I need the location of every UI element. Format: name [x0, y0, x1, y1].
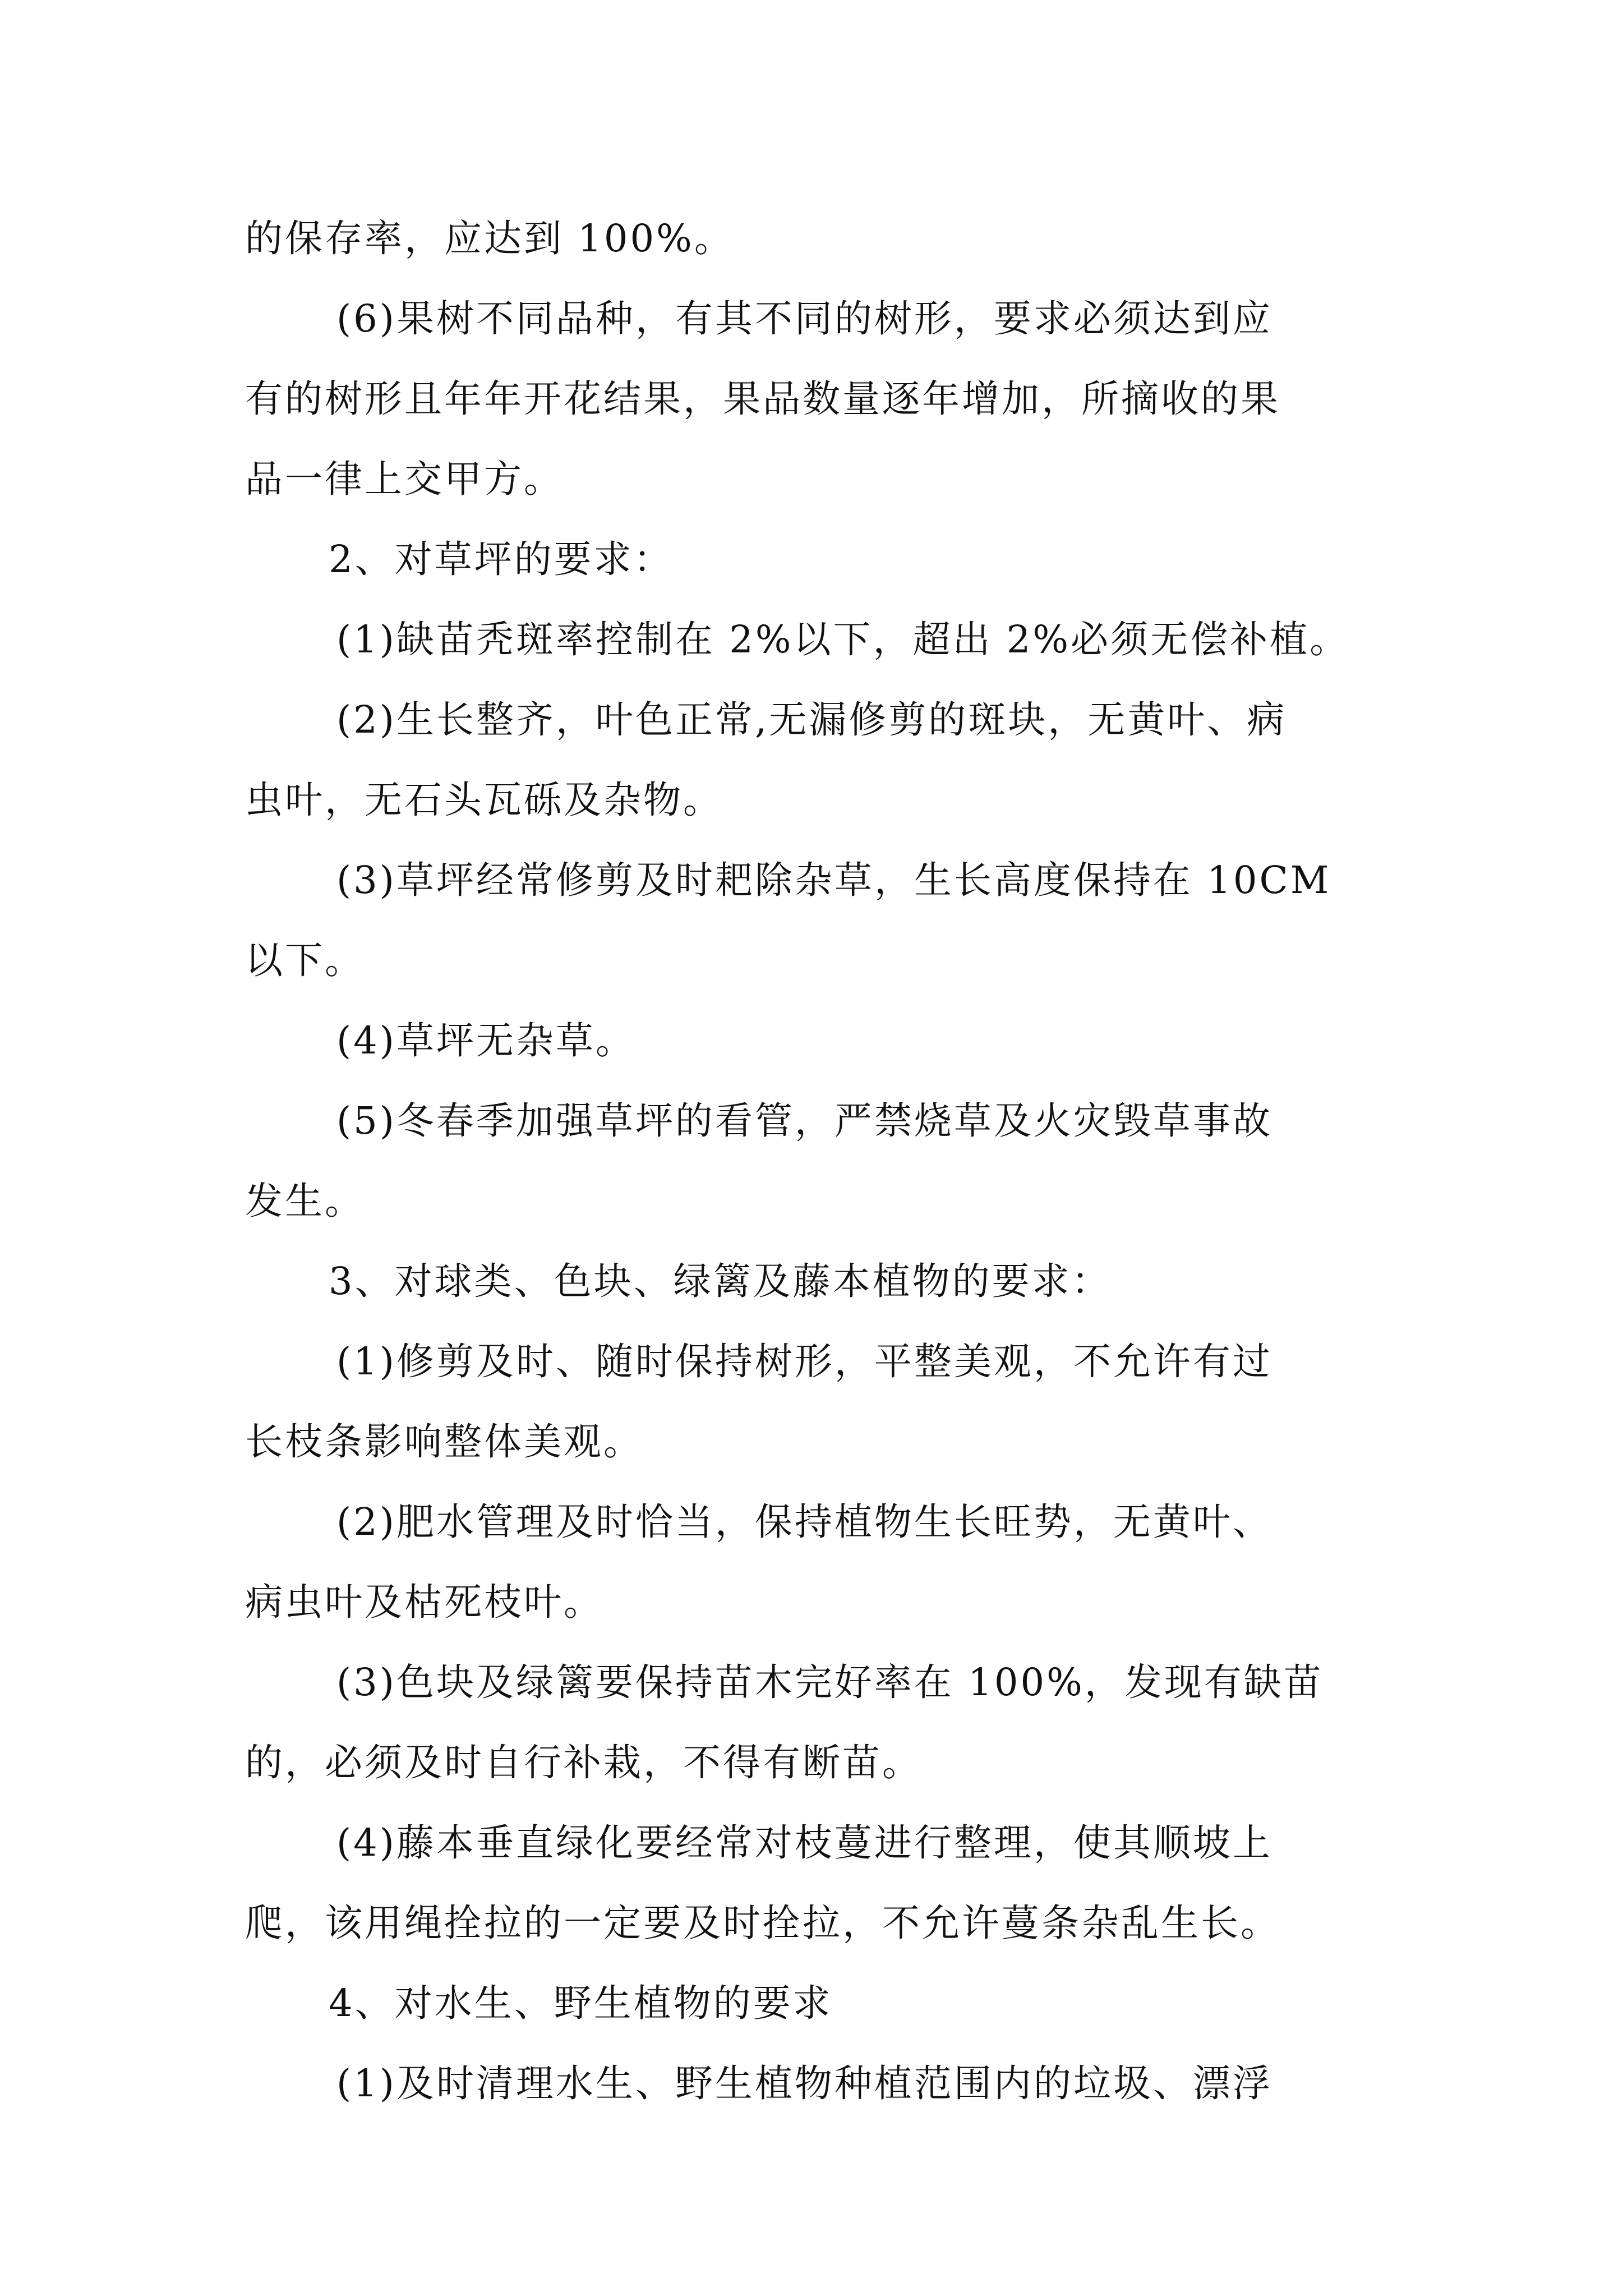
paragraph-line: (6)果树不同品种，有其不同的树形，要求必须达到应 — [336, 297, 1272, 341]
text-line: 以下。 — [245, 938, 365, 982]
paragraph-line: (3)草坪经常修剪及时耙除杂草，生长高度保持在 10CM — [336, 858, 1331, 902]
text-line: 病虫叶及枯死枝叶。 — [245, 1580, 603, 1624]
section-heading: 3、对球类、色块、绿篱及藤本植物的要求： — [329, 1259, 1112, 1303]
paragraph-line: (1)缺苗秃斑率控制在 2%以下，超出 2%必须无偿补植。 — [336, 618, 1350, 661]
text-line: 长枝条影响整体美观。 — [245, 1420, 643, 1464]
paragraph-line: (4)藤本垂直绿化要经常对枝蔓进行整理，使其顺坡上 — [336, 1821, 1272, 1865]
text-line: 有的树形且年年开花结果，果品数量逐年增加，所摘收的果 — [245, 377, 1280, 421]
text-line: 的，必须及时自行补栽，不得有断苗。 — [245, 1741, 922, 1784]
paragraph-line: (1)及时清理水生、野生植物种植范围内的垃圾、漂浮 — [336, 2062, 1272, 2105]
text-line: 的保存率，应达到 100%。 — [245, 217, 734, 260]
paragraph-line: (3)色块及绿篱要保持苗木完好率在 100%，发现有缺苗 — [336, 1660, 1324, 1704]
section-heading: 2、对草坪的要求： — [329, 537, 674, 581]
paragraph-line: (1)修剪及时、随时保持树形，平整美观，不允许有过 — [336, 1340, 1272, 1383]
paragraph-line: (4)草坪无杂草。 — [336, 1019, 635, 1062]
paragraph-line: (2)生长整齐，叶色正常,无漏修剪的斑块，无黄叶、病 — [336, 698, 1287, 742]
text-line: 发生。 — [245, 1179, 365, 1223]
text-line: 虫叶，无石头瓦砾及杂物。 — [245, 778, 723, 822]
paragraph-line: (5)冬春季加强草坪的看管，严禁烧草及火灾毁草事故 — [336, 1099, 1272, 1143]
section-heading: 4、对水生、野生植物的要求 — [329, 1981, 833, 2025]
paragraph-line: (2)肥水管理及时恰当，保持植物生长旺势，无黄叶、 — [336, 1500, 1272, 1544]
text-line: 爬，该用绳拴拉的一定要及时拴拉，不允许蔓条杂乱生长。 — [245, 1901, 1280, 1945]
text-line: 品一律上交甲方。 — [245, 457, 564, 501]
